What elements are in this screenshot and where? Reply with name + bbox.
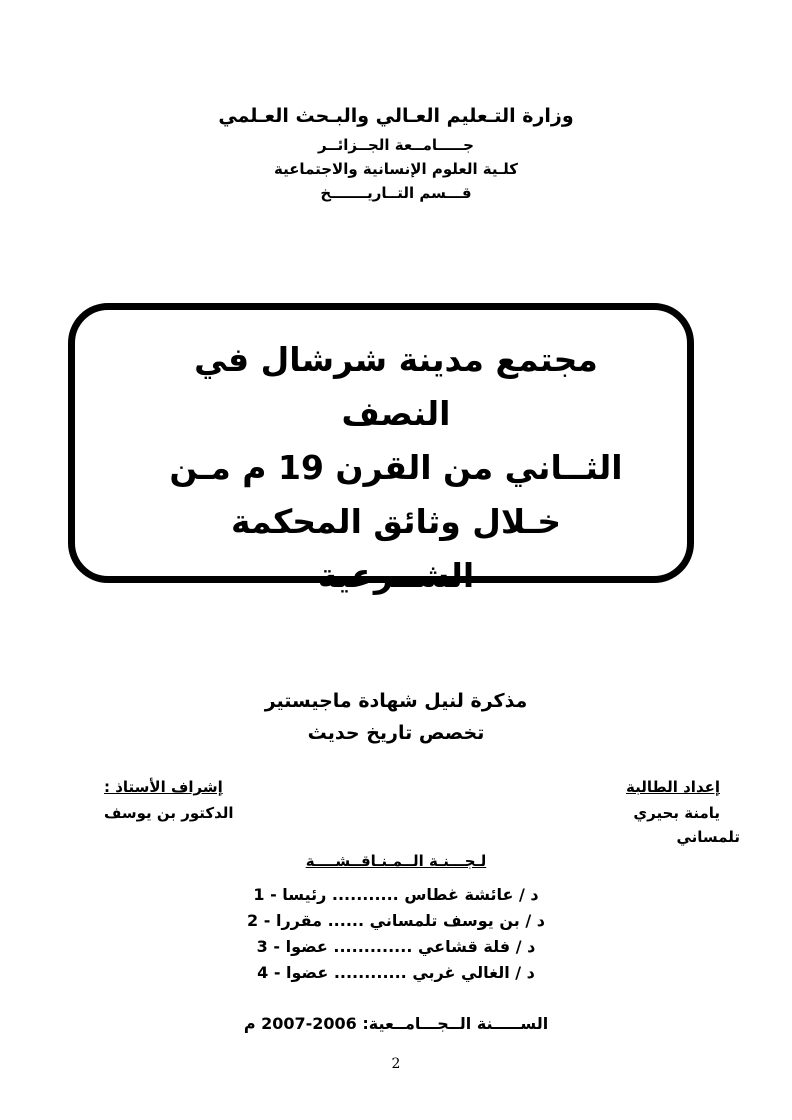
title-line-4: خـلال وثائق المحكمة xyxy=(230,502,562,541)
title-line-2: النصف xyxy=(341,394,451,433)
supervisor-name: الدكتور بن يوسف xyxy=(104,804,234,822)
prepared-by-label: إعداد الطالبة xyxy=(626,778,720,796)
page-number: 2 xyxy=(391,1056,401,1072)
degree-text: مذكرة لنيل شهادة ماجيستير xyxy=(264,690,528,712)
committee-member: د / عائشة غطاس ........... رئيسا - 1 xyxy=(253,885,539,904)
title-line-3: الثــاني من القرن 19 م مـن xyxy=(169,448,623,487)
university-heading: جـــــامــعة الجــزائــر xyxy=(318,136,474,154)
department-heading: قـــسم التــاريـــــــخ xyxy=(320,184,472,202)
ministry-heading: وزارة التـعليم العـالي والبـحث العـلمي xyxy=(218,105,574,127)
title-line-1: مجتمع مدينة شرشال في xyxy=(194,340,598,379)
student-name: يامنة بحيري xyxy=(633,804,720,822)
committee-member: د / بن يوسف تلمساني ...... مقررا - 2 xyxy=(247,911,545,930)
title-line-5: الشــرعية xyxy=(317,556,475,595)
specialty-text: تخصص تاريخ حديث xyxy=(307,722,485,744)
faculty-heading: كلـية العلوم الإنسانية والاجتماعية xyxy=(273,160,519,178)
student-name-line-2: تلمساني xyxy=(676,828,740,846)
supervisor-label: إشراف الأستاذ : xyxy=(104,778,223,796)
committee-member: د / فلة قشاعي ............. عضوا - 3 xyxy=(256,937,536,956)
committee-label: لـجـــنـة الــمـنـاقــشــــة xyxy=(305,852,487,870)
committee-member: د / الغالي غربي ............ عضوا - 4 xyxy=(257,963,535,982)
committee-heading xyxy=(0,852,792,870)
academic-year: الســـــنة الــجـــامــعية: 2006-2007 م xyxy=(243,1014,549,1033)
